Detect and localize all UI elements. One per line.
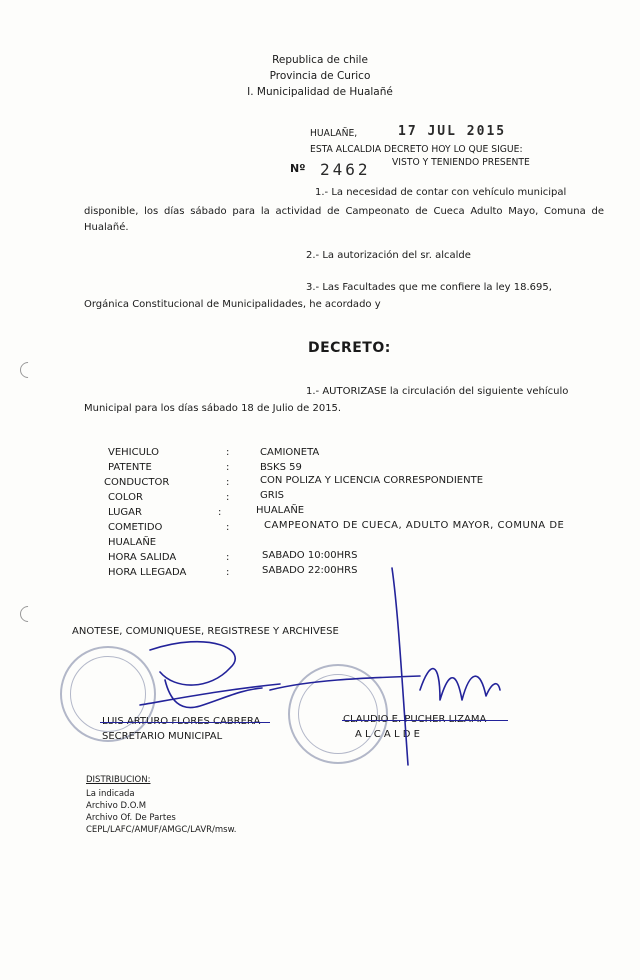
header-line-3: I. Municipalidad de Hualañé (247, 86, 393, 98)
signature-right-stroke (270, 568, 500, 765)
table-sep: : (218, 507, 222, 518)
signature-left-stroke (140, 642, 280, 708)
distribution-item: Archivo D.O.M (86, 801, 147, 811)
consideration-2: 2.- La autorización del sr. alcalde (306, 250, 471, 261)
table-value-lugar: HUALAÑE (256, 505, 305, 516)
table-value-color: GRIS (260, 490, 284, 501)
distribution-title: DISTRIBUCION: (86, 775, 151, 785)
distribution-item: CEPL/LAFC/AMUF/AMGC/LAVR/msw. (86, 825, 237, 835)
table-sep: : (226, 447, 230, 458)
table-value-patente: BSKS 59 (260, 462, 302, 473)
table-value-hora-llegada: SABADO 22:00HRS (262, 565, 358, 576)
table-label-hora-salida: HORA SALIDA (108, 552, 177, 563)
secretary-title: SECRETARIO MUNICIPAL (102, 731, 223, 742)
decreto-title: DECRETO: (308, 340, 391, 356)
number-prefix: Nº (290, 162, 306, 175)
date-stamp: 17 JUL 2015 (398, 124, 507, 139)
table-sep: : (226, 477, 230, 488)
decree-intro: ESTA ALCALDIA DECRETO HOY LO QUE SIGUE: (310, 144, 523, 155)
table-sep: : (226, 552, 230, 563)
table-value-hora-salida: SABADO 10:00HRS (262, 550, 358, 561)
table-value-vehiculo: CAMIONETA (260, 447, 320, 458)
table-sep: : (226, 462, 230, 473)
header-line-1: Republica de chile (272, 54, 368, 66)
table-value-conductor: CON POLIZA Y LICENCIA CORRESPONDIENTE (260, 475, 484, 486)
table-label-lugar: LUGAR (108, 507, 142, 518)
decree-item-1-first: 1.- AUTORIZASE la circulación del siguiente vehículo (306, 386, 569, 397)
table-sep: : (226, 567, 230, 578)
table-label-vehiculo: VEHICULO (108, 447, 160, 458)
consideration-3-rest: Orgánica Constitucional de Municipalidades, he acordado y (84, 299, 381, 310)
table-value-cometido: CAMPEONATO DE CUECA, ADULTO MAYOR, COMUNA DE (264, 520, 565, 531)
header-line-2: Provincia de Curico (269, 70, 371, 82)
consideration-3-first: 3.- Las Facultades que me confiere la ley 18.695, (306, 282, 552, 293)
table-sep: : (226, 522, 230, 533)
table-label-patente: PATENTE (108, 462, 152, 473)
consideration-1-first: 1.- La necesidad de contar con vehículo municipal (315, 187, 567, 198)
distribution-item: Archivo Of. De Partes (86, 813, 176, 823)
consideration-1-rest: disponible, los días sábado para la actividad de Campeonato de Cueca Adulto Mayo, Comuna de Hualañé. (84, 206, 604, 233)
decree-item-1-rest: Municipal para los días sábado 18 de Julio de 2015. (84, 403, 342, 414)
table-sep: : (226, 492, 230, 503)
visto-label: VISTO Y TENIENDO PRESENTE (392, 157, 530, 168)
mayor-title: A L C A L D E (355, 729, 420, 740)
table-label-cometido: COMETIDO (108, 522, 163, 533)
table-label-hora-llegada: HORA LLEGADA (108, 567, 187, 578)
place-label: HUALAÑE, (310, 128, 358, 139)
table-label-conductor: CONDUCTOR (104, 477, 170, 488)
distribution-item: La indicada (86, 789, 135, 799)
closing-statement: ANOTESE, COMUNIQUESE, REGISTRESE Y ARCHIVESE (72, 626, 339, 637)
table-label-cometido-cont: HUALAÑE (108, 537, 157, 548)
decree-number: 2462 (320, 160, 371, 179)
table-label-color: COLOR (108, 492, 143, 503)
